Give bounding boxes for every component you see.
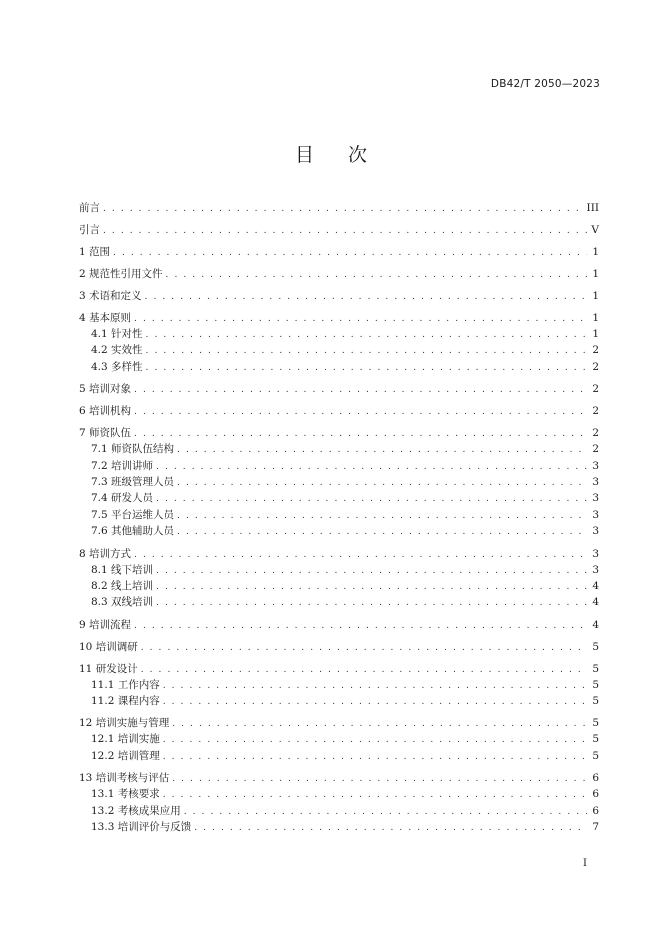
page-number: I (583, 858, 587, 869)
toc-entry-page: 3 (592, 525, 599, 538)
toc-subentry[interactable] (79, 342, 599, 358)
toc-leader-dots (141, 640, 587, 656)
toc-entry-page: 5 (592, 733, 599, 746)
toc-leader-dots (156, 563, 587, 579)
toc-leader-dots (156, 459, 587, 475)
toc-subentry[interactable] (79, 326, 599, 342)
toc-entry-label: 4 基本原则 (79, 312, 132, 324)
toc-leader-dots (184, 804, 587, 820)
toc-entry-label: 2 规范性引用文件 (79, 268, 163, 280)
toc-entry[interactable] (79, 617, 599, 633)
toc-entry[interactable] (79, 715, 599, 731)
toc-leader-dots (113, 245, 587, 261)
toc-entry-page: 3 (592, 475, 599, 488)
toc-leader-dots (166, 267, 587, 283)
toc-entry-label: 11 研发设计 (79, 662, 138, 675)
toc-subentry[interactable] (79, 441, 599, 457)
toc-leader-dots (145, 289, 587, 305)
toc-leader-dots (146, 343, 587, 359)
page-title (0, 140, 662, 167)
toc-entry-label: 3 术语和定义 (79, 290, 142, 302)
toc-entry-page: 4 (592, 579, 599, 592)
toc-entry[interactable] (79, 403, 599, 419)
toc-entry-page: 2 (592, 344, 599, 357)
toc-subentry[interactable] (79, 819, 599, 835)
toc-entry-label: 8.3 双线培训 (91, 596, 154, 609)
toc-entry-page: 2 (592, 360, 599, 373)
toc-leader-dots (134, 618, 587, 634)
toc-entry-page: 5 (592, 678, 599, 691)
toc-leader-dots (163, 749, 587, 765)
toc-leader-dots (103, 223, 587, 239)
toc-entry-page: 5 (592, 640, 599, 653)
toc-leader-dots (163, 694, 587, 710)
toc-entry-label: 引言 (79, 224, 100, 236)
table-of-contents (79, 200, 599, 835)
toc-entry-page: 2 (592, 383, 599, 396)
toc-entry-label: 12.1 培训实施 (91, 733, 160, 746)
toc-entry-page: 6 (592, 788, 599, 801)
toc-leader-dots (134, 311, 587, 327)
toc-entry-label: 6 培训机构 (79, 405, 132, 418)
toc-subentry[interactable] (79, 803, 599, 819)
toc-entry-label: 5 培训对象 (79, 383, 132, 396)
toc-entry-label: 10 培训调研 (79, 640, 138, 653)
toc-entry-page: 1 (592, 246, 599, 258)
title-char-2: 次 (348, 144, 368, 166)
toc-entry-page: 2 (592, 427, 599, 440)
toc-entry[interactable] (79, 770, 599, 786)
toc-leader-dots (172, 771, 587, 787)
toc-entry-label: 9 培训流程 (79, 618, 132, 631)
document-code: DB42/T 2050—2023 (490, 78, 600, 90)
toc-subentry[interactable] (79, 490, 599, 506)
toc-subentry[interactable] (79, 523, 599, 539)
toc-entry-label: 4.3 多样性 (91, 360, 143, 373)
toc-entry-page: 6 (592, 804, 599, 817)
toc-entry-label: 4.2 实效性 (91, 344, 143, 357)
toc-entry[interactable] (79, 661, 599, 677)
toc-entry[interactable] (79, 288, 599, 304)
toc-entry-label: 12 培训实施与管理 (79, 717, 170, 730)
toc-entry-page: III (586, 202, 599, 214)
toc-entry-page: 2 (592, 405, 599, 418)
toc-entry-label: 4.1 针对性 (91, 328, 143, 340)
toc-entry-label: 前言 (79, 202, 100, 214)
toc-entry-page: 1 (592, 312, 599, 324)
toc-leader-dots (172, 716, 587, 732)
toc-leader-dots (156, 579, 587, 595)
toc-leader-dots (134, 426, 587, 442)
toc-entry-page: 5 (592, 695, 599, 708)
toc-entry-page: 7 (592, 821, 599, 834)
toc-entry-label: 8 培训方式 (79, 547, 132, 560)
toc-subentry[interactable] (79, 507, 599, 523)
toc-entry-label: 7.6 其他辅助人员 (91, 525, 175, 538)
toc-leader-dots (163, 787, 587, 803)
toc-leader-dots (103, 201, 583, 217)
toc-entry[interactable] (79, 222, 599, 238)
toc-entry[interactable] (79, 266, 599, 282)
toc-leader-dots (134, 382, 587, 398)
toc-leader-dots (177, 524, 587, 540)
toc-leader-dots (177, 508, 587, 524)
toc-entry-label: 13.2 考核成果应用 (91, 804, 181, 817)
toc-entry-page: 3 (592, 563, 599, 576)
toc-subentry[interactable] (79, 693, 599, 709)
toc-entry-page: 3 (592, 547, 599, 560)
toc-entry-label: 7.2 培训讲师 (91, 459, 154, 472)
toc-entry[interactable] (79, 381, 599, 397)
toc-entry[interactable] (79, 200, 599, 216)
toc-entry[interactable] (79, 244, 599, 260)
toc-entry-page: 1 (592, 328, 599, 340)
toc-subentry[interactable] (79, 474, 599, 490)
toc-entry-page: 3 (592, 508, 599, 521)
toc-entry-page: 4 (592, 618, 599, 631)
toc-entry-page: 1 (592, 290, 599, 302)
toc-subentry[interactable] (79, 359, 599, 375)
toc-leader-dots (134, 404, 587, 420)
toc-entry-label: 7 师资队伍 (79, 427, 132, 440)
toc-entry[interactable] (79, 425, 599, 441)
toc-entry-label: 11.1 工作内容 (91, 678, 160, 691)
toc-subentry[interactable] (79, 594, 599, 610)
toc-leader-dots (194, 820, 587, 836)
toc-subentry[interactable] (79, 578, 599, 594)
toc-entry-page: 3 (592, 492, 599, 505)
toc-subentry[interactable] (79, 458, 599, 474)
toc-entry-label: 11.2 课程内容 (91, 695, 160, 708)
toc-entry-page: 2 (592, 443, 599, 456)
toc-leader-dots (177, 442, 587, 458)
toc-subentry[interactable] (79, 562, 599, 578)
toc-leader-dots (134, 547, 587, 563)
toc-entry-page: 1 (592, 268, 599, 280)
toc-leader-dots (156, 491, 587, 507)
toc-entry-label: 13.1 考核要求 (91, 788, 160, 801)
toc-leader-dots (177, 475, 587, 491)
toc-leader-dots (163, 732, 587, 748)
toc-entry-label: 8.2 线上培训 (91, 579, 154, 592)
toc-entry[interactable] (79, 546, 599, 562)
toc-entry[interactable] (79, 639, 599, 655)
toc-subentry[interactable] (79, 786, 599, 802)
toc-entry-label: 8.1 线下培训 (91, 563, 154, 576)
toc-entry-label: 1 范围 (79, 246, 111, 258)
toc-leader-dots (146, 327, 587, 343)
toc-entry-label: 7.5 平台运维人员 (91, 508, 175, 521)
title-char-1: 目 (294, 144, 314, 166)
toc-subentry[interactable] (79, 731, 599, 747)
toc-entry-page: 5 (592, 749, 599, 762)
toc-leader-dots (156, 595, 587, 611)
toc-entry-page: 5 (592, 662, 599, 675)
toc-entry-page: 5 (592, 717, 599, 730)
toc-leader-dots (141, 662, 587, 678)
toc-entry-label: 12.2 培训管理 (91, 749, 160, 762)
toc-entry-label: 13 培训考核与评估 (79, 772, 170, 785)
toc-entry-page: 3 (592, 459, 599, 472)
toc-leader-dots (163, 678, 587, 694)
toc-entry-label: 7.4 研发人员 (91, 492, 154, 505)
toc-entry-page: V (591, 224, 599, 236)
toc-entry[interactable] (79, 310, 599, 326)
toc-leader-dots (146, 360, 587, 376)
toc-entry-label: 13.3 培训评价与反馈 (91, 821, 192, 834)
toc-subentry[interactable] (79, 748, 599, 764)
toc-subentry[interactable] (79, 677, 599, 693)
toc-entry-label: 7.3 班级管理人员 (91, 475, 175, 488)
toc-entry-label: 7.1 师资队伍结构 (91, 443, 175, 456)
toc-entry-page: 6 (592, 772, 599, 785)
toc-entry-page: 4 (592, 596, 599, 609)
